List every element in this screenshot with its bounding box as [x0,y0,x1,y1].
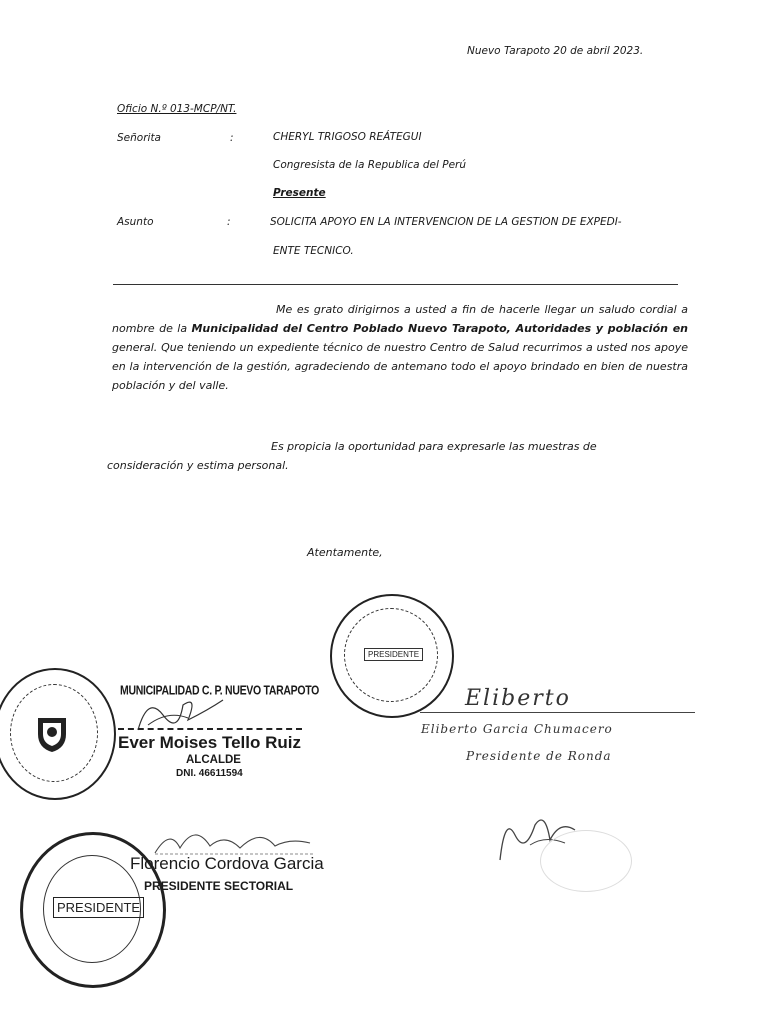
coat-of-arms-icon [32,714,72,754]
ronda-signature: Eliberto [465,686,571,711]
ronda-role: Presidente de Ronda [466,749,612,763]
mayor-municipality: MUNICIPALIDAD C. P. NUEVO TARAPOTO [120,683,320,699]
subject-label: Asunto [117,216,154,228]
faint-seal [540,830,632,892]
closing-text: Es propicia la oportunidad para expresarle las muestras de consideración y estima personal. [107,440,597,472]
municipality-seal [0,668,116,800]
closing-paragraph [107,437,667,475]
mayor-role: ALCALDE [186,754,241,766]
valediction: Atentamente, [307,546,383,559]
mayor-dni: DNI. 46611594 [176,768,243,779]
mayor-name: Ever Moises Tello Ruiz [118,733,301,752]
ronda-seal: PRESIDENTE [330,594,454,718]
document-reference: Oficio N.º 013-MCP/NT. [117,103,237,115]
recipient-name: CHERYL TRIGOSO REÁTEGUI [273,131,422,143]
ronda-name: Eliberto Garcia Chumacero [421,722,613,736]
body-text-2: general. Que teniendo un expediente técnico de nuestro Centro de Salud recurrimos a usted nos apoye en la intervención de la gestión, agradeciendo de antemano todo el apoyo brindado en bien de nuestra población y del valle. [112,341,688,392]
recipient-colon: : [230,132,234,144]
letter-date: Nuevo Tarapoto 20 de abril 2023. [467,45,644,57]
body-text-bold: Municipalidad del Centro Poblado Nuevo Tarapoto, Autoridades y población en [191,322,688,335]
subject-colon: : [227,216,231,228]
sectorial-role: PRESIDENTE SECTORIAL [144,879,294,893]
ronda-signature-line [420,712,695,713]
presente-label: Presente [273,187,326,199]
recipient-label: Señorita [117,132,161,144]
letter-body [112,300,688,395]
subject-line-2: ENTE TECNICO. [273,245,354,257]
sectorial-seal: PRESIDENTE [20,832,166,988]
mayor-signature-line [118,728,302,730]
sectorial-name: Florencio Cordova Garcia [130,854,324,873]
header-divider [113,284,678,285]
body-text-1: Me es grato dirigirnos a usted a fin de hacerle llegar un saludo cordial a nombre de la [112,303,688,335]
recipient-title: Congresista de la Republica del Perú [273,159,467,171]
subject-line-1: SOLICITA APOYO EN LA INTERVENCION DE LA GESTION DE EXPEDI- [270,216,622,228]
sectorial-signature [150,818,320,858]
